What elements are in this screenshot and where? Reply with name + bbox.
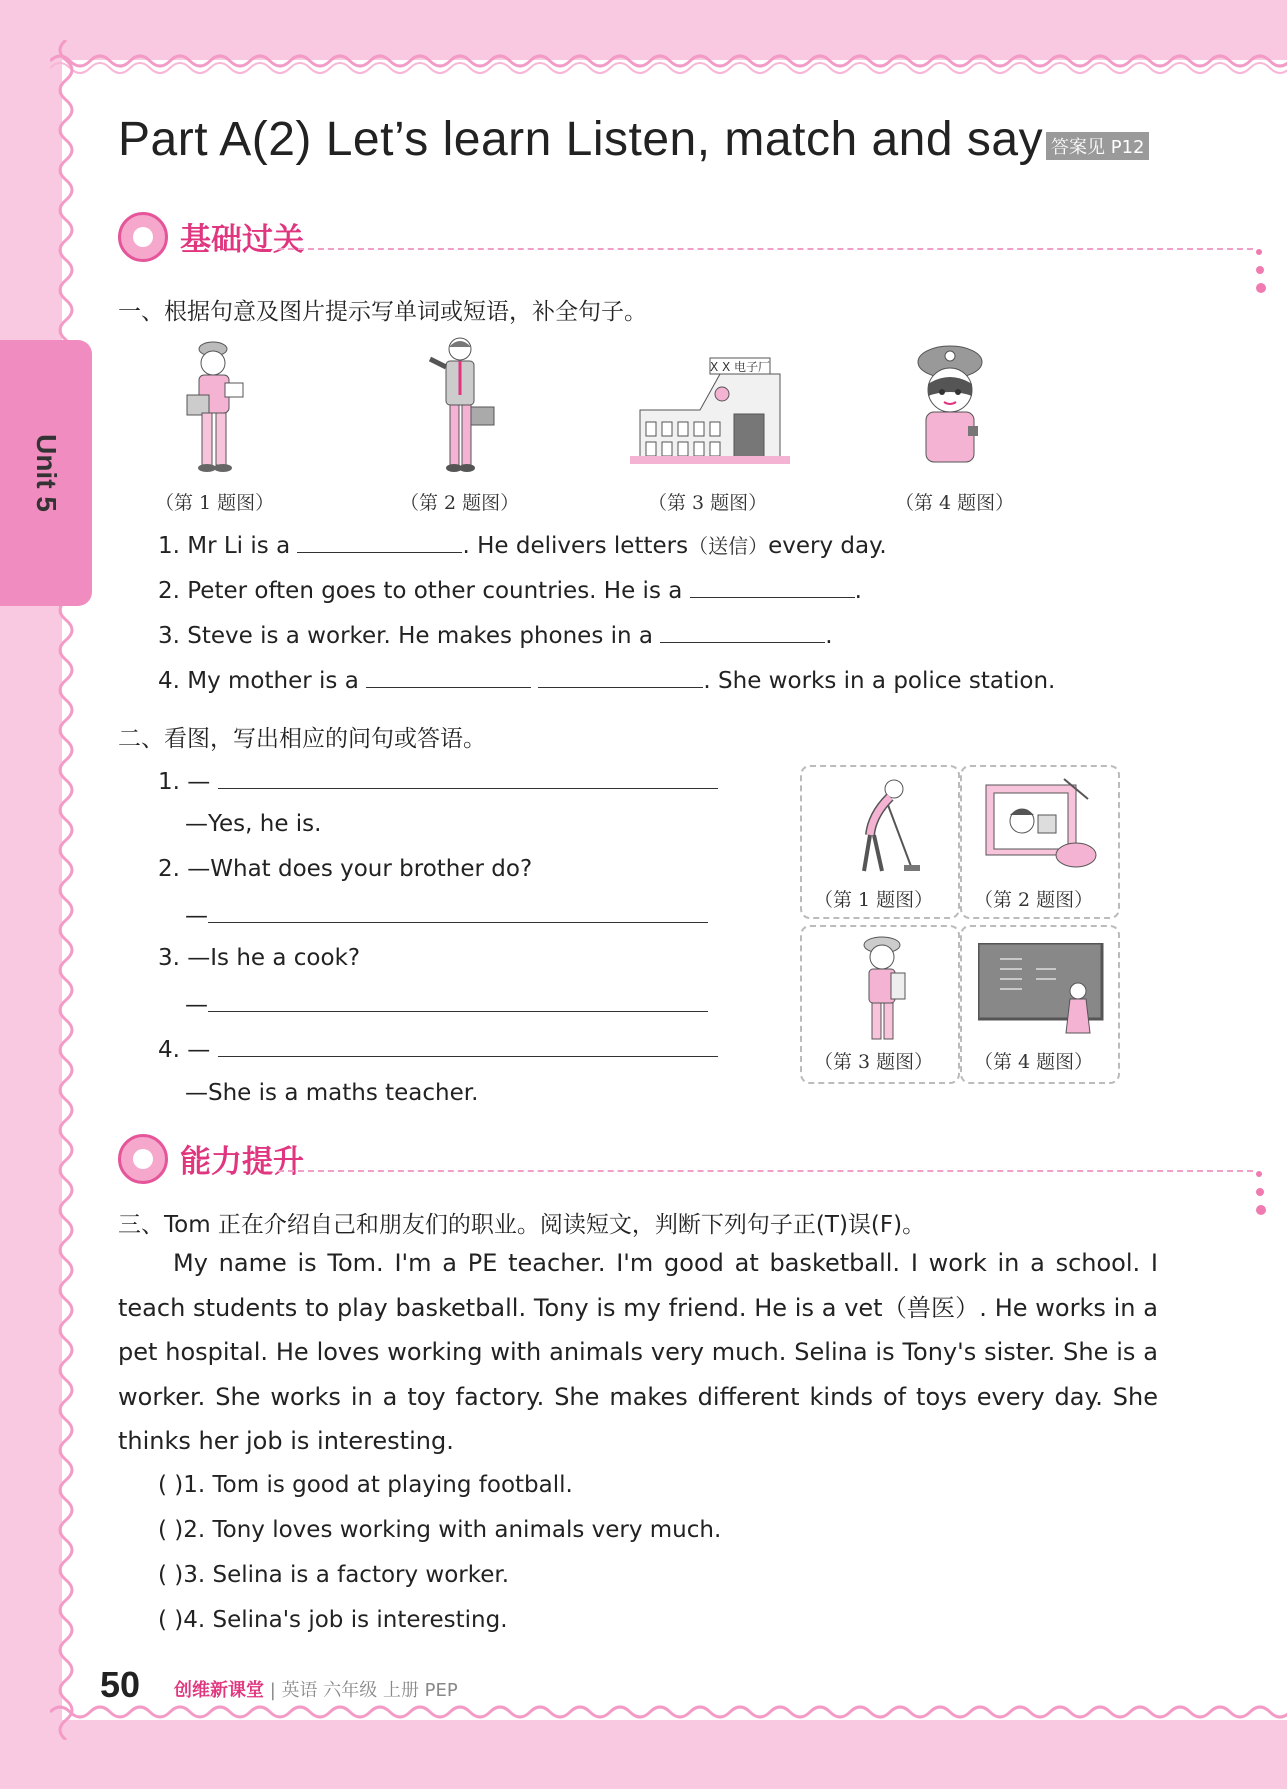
bottom-wave-border [50, 1700, 1287, 1730]
part1-question-3 [158, 620, 833, 649]
part2-instruction: 二、看图，写出相应的问句或答语。 [118, 726, 486, 752]
part2-q1 [158, 766, 718, 795]
q4-text-b: . She works in a police station. [703, 668, 1056, 694]
part2-q4 [158, 1034, 718, 1063]
section-divider [278, 1170, 1253, 1172]
q3-text-a: 3. Steve is a worker. He makes phones in a [158, 623, 653, 649]
cleaner-figure [842, 775, 922, 875]
dash: — [185, 903, 208, 929]
answer-line[interactable] [218, 1034, 718, 1057]
part1-question-1 [158, 530, 887, 559]
part2-q2: 2. —What does your brother do? [158, 856, 533, 882]
section-title: 能力提升 [180, 1144, 304, 1180]
caption-grid3: （第 3 题图） [814, 1051, 934, 1073]
reading-passage: My name is Tom. I'm a PE teacher. I'm good at basketball. I work in a school. I teach students to play basketball. Tony is my friend. He is a vet（兽医）. He works in a pet hospital. He loves working with animals very much. Selina is Tony's sister. She is a worker. She works in a toy factory. She makes different kinds of toys every day. She thinks her job is interesting. [118, 1249, 1158, 1455]
unit-label: Unit 5 [31, 434, 62, 512]
answer-blank[interactable] [366, 665, 531, 688]
answer-blank[interactable] [660, 620, 825, 643]
caption-pic4: （第 4 题图） [895, 492, 1015, 514]
part1-question-2 [158, 575, 862, 604]
answer-line[interactable] [208, 989, 708, 1012]
q4-text-a: 4. My mother is a [158, 668, 359, 694]
q1-text-b: . He delivers letters [462, 533, 689, 559]
caption-pic1: （第 1 题图） [155, 492, 275, 514]
decor-dots-icon [1256, 1162, 1268, 1219]
policewoman-figure [910, 340, 990, 470]
answer-blank[interactable] [297, 530, 462, 553]
cook-figure [984, 775, 1100, 875]
answer-blank[interactable] [538, 665, 703, 688]
picture-card-4 [960, 925, 1120, 1084]
answer-reference-badge: 答案见 P12 [1046, 132, 1149, 160]
footer-brand: 创维新课堂 [174, 1680, 264, 1701]
answer-line[interactable] [218, 766, 718, 789]
section-title: 基础过关 [180, 222, 304, 258]
businessman-figure [420, 335, 500, 475]
footer-info [174, 1676, 458, 1702]
q2-text-a: 2. Peter often goes to other countries. He is a [158, 578, 683, 604]
footer-book-info: | 英语 六年级 上册 PEP [269, 1680, 458, 1701]
top-wave-border [50, 46, 1287, 76]
part2-q4-answer: —She is a maths teacher. [185, 1080, 479, 1106]
q1-text-a: 1. Mr Li is a [158, 533, 291, 559]
tf-item-2: ( )2. Tony loves working with animals very much. [158, 1517, 722, 1543]
left-wave-border [44, 40, 84, 1740]
mascot-icon [118, 212, 168, 262]
mascot-icon [118, 1134, 168, 1184]
part1-question-4 [158, 665, 1055, 694]
answer-line[interactable] [208, 900, 708, 923]
q4-number: 4. — [158, 1037, 211, 1063]
section-header-basic [118, 210, 1158, 270]
part2-q3: 3. —Is he a cook? [158, 945, 361, 971]
caption-grid1: （第 1 题图） [814, 889, 934, 911]
caption-pic3: （第 3 题图） [648, 492, 768, 514]
picture-card-3 [800, 925, 960, 1084]
unit-side-tab [0, 340, 92, 606]
q1-number: 1. — [158, 769, 211, 795]
caption-grid2: （第 2 题图） [974, 889, 1094, 911]
picture-card-1 [800, 765, 960, 919]
part2-q2-response [185, 900, 708, 929]
page-title: Part A(2) Let’s learn Listen, match and say [118, 113, 1044, 166]
part2-q1-answer: —Yes, he is. [185, 811, 322, 837]
boy-figure [847, 933, 917, 1045]
teacher-figure [978, 943, 1106, 1035]
part2-q3-response [185, 989, 708, 1018]
dash: — [185, 992, 208, 1018]
section-header-advanced [118, 1132, 1158, 1192]
part3-instruction: 三、Tom 正在介绍自己和朋友们的职业。阅读短文，判断下列句子正(T)误(F)。 [118, 1212, 926, 1238]
part1-instruction: 一、根据句意及图片提示写单词或短语，补全句子。 [118, 299, 647, 325]
factory-building [630, 350, 790, 468]
q1-gloss: （送信） [688, 534, 769, 558]
answer-blank[interactable] [690, 575, 855, 598]
tf-item-4: ( )4. Selina's job is interesting. [158, 1607, 508, 1633]
decor-dots-icon [1256, 240, 1268, 297]
caption-grid4: （第 4 题图） [974, 1051, 1094, 1073]
q2-text-b: . [854, 578, 862, 604]
picture-card-2 [960, 765, 1120, 919]
caption-pic2: （第 2 题图） [400, 492, 520, 514]
q1-text-c: every day. [768, 533, 887, 559]
section-divider [278, 248, 1253, 250]
q3-text-b: . [825, 623, 833, 649]
tf-item-3: ( )3. Selina is a factory worker. [158, 1562, 510, 1588]
factory-sign: X X 电子厂 [709, 360, 771, 374]
mailman-figure [175, 335, 255, 475]
tf-item-1: ( )1. Tom is good at playing football. [158, 1472, 573, 1498]
page-number: 50 [100, 1664, 141, 1705]
